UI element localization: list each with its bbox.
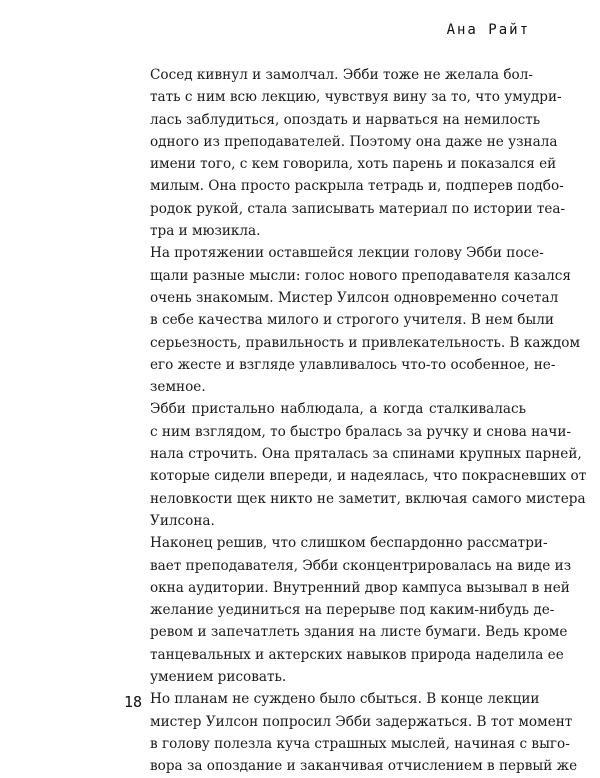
- text-line: щали разные мысли: голос нового преподавателя казался: [150, 267, 571, 284]
- text-line: в себе качества милого и строгого учителя. В нем были: [150, 312, 554, 329]
- text-line: в голову полезла куча страшных мыслей, начиная с выго-: [150, 735, 570, 752]
- text-line: нала строчить. Она пряталась за спинами крупных парней,: [150, 446, 582, 463]
- running-head-author: Ана Райт: [446, 22, 530, 38]
- text-line: серьезность, правильность и привлекательность. В каждом: [150, 334, 581, 351]
- text-line: На протяжении оставшейся лекции голову Эбби посе-: [150, 245, 544, 262]
- text-line: окна аудитории. Внутренний двор кампуса вызывал в ней: [150, 579, 570, 596]
- text-line: тать с ним всю лекцию, чувствуя вину за то, что умудри-: [150, 89, 562, 106]
- text-line: с ним взглядом, то быстро бралась за ручку и снова начи-: [150, 423, 572, 440]
- text-line: тра и мюзикла.: [150, 223, 261, 240]
- text-line: танцевальных и актерских навыков природа наделила ее: [150, 646, 564, 663]
- text-line: земное.: [150, 379, 206, 396]
- paragraph-4: [124, 532, 572, 688]
- page-number: 18: [124, 693, 143, 711]
- text-line: Сосед кивнул и замолчал. Эбби тоже не желала бол-: [150, 67, 533, 83]
- text-line: его жесте и взгляде улавливалось что-то особенное, не-: [150, 356, 556, 373]
- text-line: Уилсона.: [150, 512, 215, 529]
- text-line: вора за опоздание и заканчивая отчислением в первый же: [150, 758, 578, 775]
- text-line: вает преподавателя, Эбби сконцентрировалась на виде из: [150, 557, 572, 574]
- text-line: Эбби пристально наблюдала, а когда сталкивалась: [150, 401, 526, 418]
- text-line: Наконец решив, что слишком беспардонно рассматри-: [150, 535, 548, 552]
- text-line: одного из преподавателей. Поэтому она даже не узнала: [150, 133, 558, 150]
- text-line: милым. Она просто раскрыла тетрадь и, подперев подбо-: [150, 178, 564, 195]
- text-line: умением рисовать.: [150, 669, 287, 686]
- paragraph-5: [124, 688, 578, 777]
- text-line: которые сидели впереди, и надеялась, что покрасневших от: [150, 468, 587, 485]
- text-line: лась заблудиться, опоздать и нарваться на немилость: [150, 111, 541, 128]
- body-text: [124, 64, 587, 778]
- text-line: очень знакомым. Мистер Уилсон одновременно сочетал: [150, 289, 559, 306]
- text-line: ревом и запечатлеть здания на листе бумаги. Ведь кроме: [150, 624, 568, 641]
- text-line: родок рукой, стала записывать материал по истории теа-: [150, 200, 566, 217]
- text-line: Но планам не суждено было сбыться. В конце лекции: [150, 691, 540, 708]
- text-line: имени того, с кем говорила, хоть парень и показался ей: [150, 156, 557, 173]
- paragraph-1: [124, 64, 566, 242]
- text-line: мистер Уилсон попросил Эбби задержаться. В тот момент: [150, 713, 573, 730]
- paragraph-3: [124, 398, 587, 532]
- paragraph-2: [124, 242, 581, 398]
- text-line: неловкости щек никто не заметит, включая самого мистера: [150, 490, 586, 507]
- text-line: желание уединиться на перерыве под каким-нибудь де-: [150, 602, 555, 619]
